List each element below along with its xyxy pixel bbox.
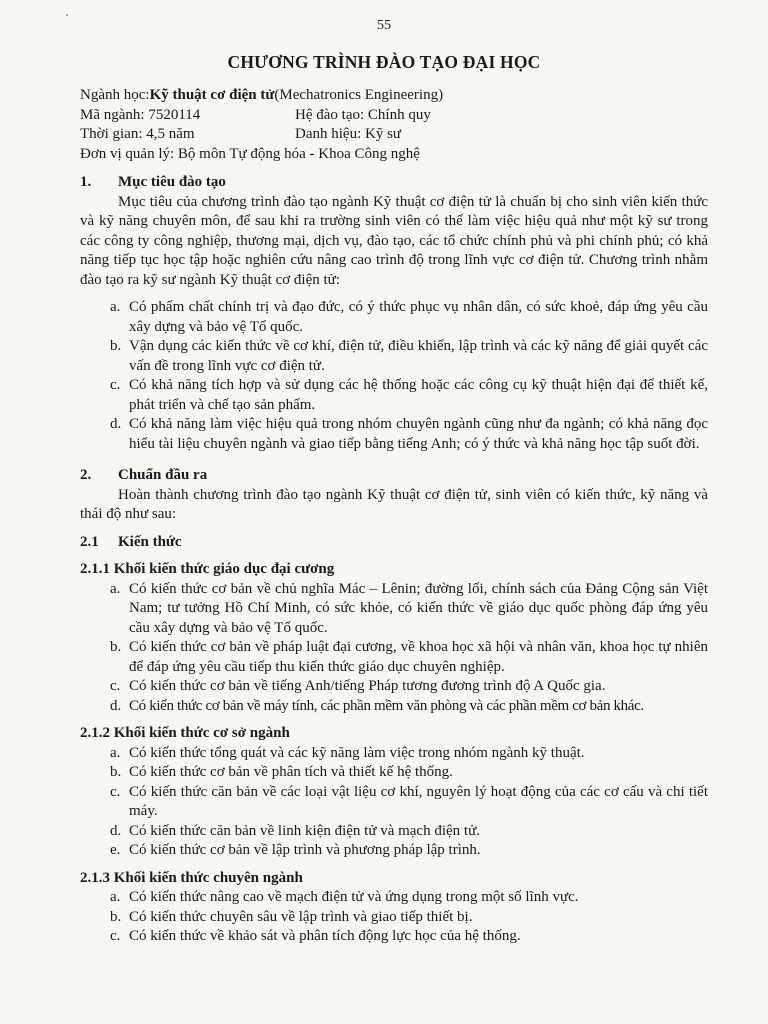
list-item: d. Có khả năng làm việc hiệu quả trong nhóm chuyên ngành cũng như đa ngành; có khả năng đọc hiểu tài liệu chuyên ngành và giao tiếp bằng tiếng Anh; có ý thức và khả năng học tập suốt đời.	[110, 416, 708, 452]
section-2-title: Chuẩn đầu ra	[118, 467, 208, 483]
list-item: d. Có kiến thức cơ bản về máy tính, các phần mềm văn phòng và các phần mềm cơ bản khác.	[110, 697, 644, 714]
document-body	[80, 173, 708, 947]
list-item: c. Có kiến thức về khảo sát và phân tích động lực học của hệ thống.	[110, 928, 521, 944]
major-code: Mã ngành: 7520114	[80, 106, 201, 123]
list-item: b. Có kiến thức chuyên sâu về lập trình và giao tiếp thiết bị.	[110, 908, 473, 925]
list-item: b. Có kiến thức cơ bản về pháp luật đại cương, về khoa học xã hội và nhân văn, khoa học tự nhiên để đáp ứng yêu cầu tiếp thu kiến thức giáo dục chuyên nghiệp.	[110, 639, 708, 675]
list-item: c. Có kiến thức cơ bản về tiếng Anh/tiếng Pháp tương đương trình độ A Quốc gia.	[110, 678, 606, 694]
list-item: d. Có kiến thức căn bản về linh kiện điện tử và mạch điện tử.	[110, 822, 480, 839]
group-2-1-2-heading: 2.1.2 Khối kiến thức cơ sở ngành	[80, 725, 290, 741]
list-item: a. Có kiến thức cơ bản về chủ nghĩa Mác – Lênin; đường lối, chính sách của Đảng Cộng sản Việt Nam; tư tưởng Hồ Chí Minh, có sức khỏe, có kiến thức về giáo dục quốc phòng đáp ứng yêu cầu xây dựng và bảo vệ Tổ quốc.	[110, 580, 708, 636]
section-2-heading	[80, 466, 708, 486]
list-item: a. Có phẩm chất chính trị và đạo đức, có ý thức phục vụ nhân dân, có sức khoẻ, đáp ứng yêu cầu xây dựng và bảo vệ Tổ quốc.	[110, 299, 708, 335]
unit-row	[80, 145, 720, 165]
page-number: 55	[377, 18, 391, 33]
list-item: e. Có kiến thức cơ bản về lập trình và phương pháp lập trình.	[110, 842, 481, 858]
training-system: Hệ đào tạo: Chính quy	[295, 106, 431, 123]
general-knowledge-list	[110, 580, 708, 717]
list-item: a. Có kiến thức nâng cao về mạch điện tử và ứng dụng trong một số lĩnh vực.	[110, 889, 579, 905]
section-2-intro: Hoàn thành chương trình đào tạo ngành Kỹ thuật cơ điện tử, sinh viên có kiến thức, kỹ năng và thái độ như sau:	[80, 486, 708, 522]
foundation-knowledge-list	[110, 744, 708, 861]
section-2-number: 2.	[80, 467, 92, 483]
major-label: Ngành học:	[80, 87, 150, 103]
major-row	[80, 86, 720, 106]
section-1-intro: Mục tiêu của chương trình đào tạo ngành Kỹ thuật cơ điện tử là chuẩn bị cho sinh viên kiến thức và kỹ năng chuyên môn, để sau khi ra trường sinh viên có thể làm việc hiệu quả như một kỹ sư trong các công ty công nghiệp, thương mại, dịch vụ, đào tạo, các tổ chức chính phủ và phi chính phủ; có khả năng tiếp tục học tập hoặc nghiên cứu nâng cao trình độ trong lĩnh vực cơ điện tử. Chương trình nhằm đào tạo ra kỹ sư ngành Kỹ thuật cơ điện tử:	[80, 193, 708, 288]
scan-speck	[66, 14, 68, 16]
subsection-2-1-title: Kiến thức	[118, 533, 182, 550]
objectives-list	[110, 298, 708, 454]
program-info	[80, 86, 720, 164]
page-title: CHƯƠNG TRÌNH ĐÀO TẠO ĐẠI HỌC	[227, 52, 541, 72]
list-item: b. Vận dụng các kiến thức về cơ khí, điện tử, điều khiển, lập trình và các kỹ năng để giải quyết các vấn đề trong lĩnh vực cơ điện tử.	[110, 338, 708, 374]
code-row	[80, 106, 720, 126]
specialized-knowledge-list	[110, 888, 708, 947]
section-1-number: 1.	[80, 174, 92, 190]
group-2-1-3-heading: 2.1.3 Khối kiến thức chuyên ngành	[80, 869, 303, 886]
group-2-1-1-heading: 2.1.1 Khối kiến thức giáo dục đại cương	[80, 561, 335, 577]
major-english: (Mechatronics Engineering)	[274, 87, 444, 103]
subsection-2-1-number: 2.1	[80, 533, 99, 550]
duration: Thời gian: 4,5 năm	[80, 126, 195, 142]
subsection-2-1-heading	[80, 533, 708, 553]
section-1-title: Mục tiêu đào tạo	[118, 174, 226, 190]
major-name: Kỹ thuật cơ điện tử	[149, 87, 275, 103]
degree-title: Danh hiệu: Kỹ sư	[295, 126, 402, 142]
list-item: c. Có khả năng tích hợp và sử dụng các hệ thống hoặc các công cụ kỹ thuật hiện đại để thiết kế, phát triển và chế tạo sản phẩm.	[110, 377, 708, 413]
list-item: c. Có kiến thức căn bản về các loại vật liệu cơ khí, nguyên lý hoạt động của các cơ cấu và chi tiết máy.	[110, 783, 708, 819]
list-item: a. Có kiến thức tổng quát và các kỹ năng làm việc trong nhóm ngành kỹ thuật.	[110, 744, 585, 761]
list-item: b. Có kiến thức cơ bản về phân tích và thiết kế hệ thống.	[110, 764, 453, 780]
managing-unit: Đơn vị quản lý: Bộ môn Tự động hóa - Khoa Công nghệ	[80, 145, 420, 162]
section-1-heading	[80, 173, 708, 193]
duration-row	[80, 125, 720, 145]
